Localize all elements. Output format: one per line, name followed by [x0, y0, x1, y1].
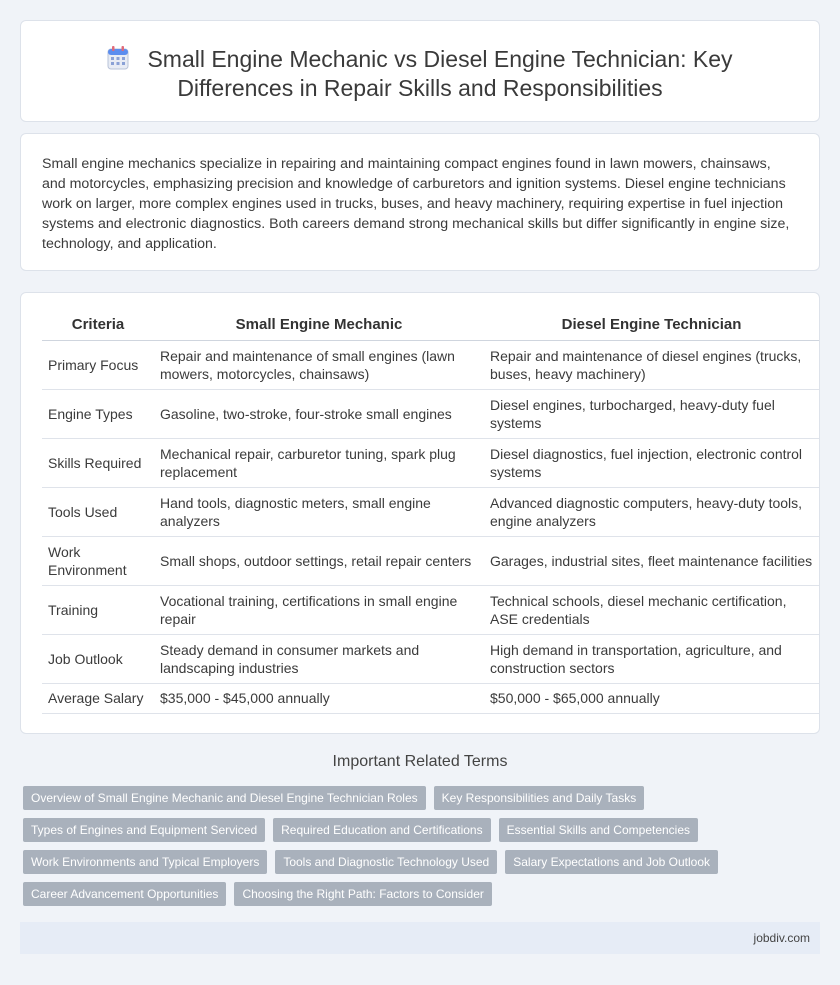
- comparison-table: [42, 310, 819, 714]
- header-diesel: Diesel Engine Technician: [484, 310, 819, 340]
- diesel-cell: Technical schools, diesel mechanic certification, ASE credentials: [484, 585, 819, 634]
- criteria-cell: Training: [42, 585, 154, 634]
- calendar-icon: [107, 46, 129, 70]
- related-term-tag[interactable]: Essential Skills and Competencies: [499, 818, 698, 842]
- table-row: [42, 585, 819, 634]
- related-term-tag[interactable]: Tools and Diagnostic Technology Used: [275, 850, 497, 874]
- related-term-tag[interactable]: Key Responsibilities and Daily Tasks: [434, 786, 645, 810]
- related-term-tag[interactable]: Salary Expectations and Job Outlook: [505, 850, 718, 874]
- criteria-cell: Tools Used: [42, 487, 154, 536]
- related-term-tag[interactable]: Overview of Small Engine Mechanic and Diesel Engine Technician Roles: [23, 786, 426, 810]
- header-small-engine: Small Engine Mechanic: [154, 310, 484, 340]
- diesel-cell: Repair and maintenance of diesel engines (trucks, buses, heavy machinery): [484, 340, 819, 389]
- table-row: [42, 536, 819, 585]
- related-term-tag[interactable]: Career Advancement Opportunities: [23, 882, 226, 906]
- header-criteria: Criteria: [42, 310, 154, 340]
- title-card: [20, 20, 820, 122]
- diesel-cell: Diesel diagnostics, fuel injection, electronic control systems: [484, 438, 819, 487]
- small-engine-cell: Gasoline, two-stroke, four-stroke small engines: [154, 389, 484, 438]
- table-row: [42, 340, 819, 389]
- intro-card: [20, 133, 820, 271]
- table-row: [42, 634, 819, 683]
- table-row: [42, 438, 819, 487]
- small-engine-cell: Repair and maintenance of small engines (lawn mowers, motorcycles, chainsaws): [154, 340, 484, 389]
- small-engine-cell: $35,000 - $45,000 annually: [154, 683, 484, 713]
- diesel-cell: $50,000 - $65,000 annually: [484, 683, 819, 713]
- small-engine-cell: Steady demand in consumer markets and landscaping industries: [154, 634, 484, 683]
- page-title: Small Engine Mechanic vs Diesel Engine Technician: Key Differences in Repair Skills and Responsibilities: [147, 46, 733, 101]
- diesel-cell: Advanced diagnostic computers, heavy-duty tools, engine analyzers: [484, 487, 819, 536]
- criteria-cell: Primary Focus: [42, 340, 154, 389]
- criteria-cell: Average Salary: [42, 683, 154, 713]
- small-engine-cell: Mechanical repair, carburetor tuning, spark plug replacement: [154, 438, 484, 487]
- diesel-cell: High demand in transportation, agriculture, and construction sectors: [484, 634, 819, 683]
- small-engine-cell: Hand tools, diagnostic meters, small engine analyzers: [154, 487, 484, 536]
- table-row: [42, 389, 819, 438]
- related-term-tag[interactable]: Types of Engines and Equipment Serviced: [23, 818, 265, 842]
- diesel-cell: Diesel engines, turbocharged, heavy-duty fuel systems: [484, 389, 819, 438]
- related-terms-title: Important Related Terms: [332, 753, 508, 770]
- footer: [20, 922, 820, 954]
- footer-site-link[interactable]: jobdiv.com: [753, 931, 810, 945]
- criteria-cell: Job Outlook: [42, 634, 154, 683]
- small-engine-cell: Vocational training, certifications in small engine repair: [154, 585, 484, 634]
- intro-paragraph: Small engine mechanics specialize in repairing and maintaining compact engines found in lawn mowers, chainsaws, and motorcycles, emphasizing precision and knowledge of carburetors and ignition systems. Diesel engine technicians work on larger, more complex engines used in trucks, buses, and heavy machinery, requiring expertise in fuel injection systems and electronic diagnostics. Both careers demand strong mechanical skills but differ significantly in engine size, technology, and application.: [42, 156, 790, 252]
- related-term-tag[interactable]: Work Environments and Typical Employers: [23, 850, 267, 874]
- comparison-card: [20, 292, 820, 734]
- table-header-row: [42, 310, 819, 340]
- criteria-cell: Engine Types: [42, 389, 154, 438]
- criteria-cell: Skills Required: [42, 438, 154, 487]
- table-row: [42, 487, 819, 536]
- related-term-tag[interactable]: Required Education and Certifications: [273, 818, 490, 842]
- small-engine-cell: Small shops, outdoor settings, retail repair centers: [154, 536, 484, 585]
- table-row: [42, 683, 819, 713]
- criteria-cell: Work Environment: [42, 536, 154, 585]
- related-terms-list: [23, 786, 823, 914]
- diesel-cell: Garages, industrial sites, fleet maintenance facilities: [484, 536, 819, 585]
- related-term-tag[interactable]: Choosing the Right Path: Factors to Consider: [234, 882, 491, 906]
